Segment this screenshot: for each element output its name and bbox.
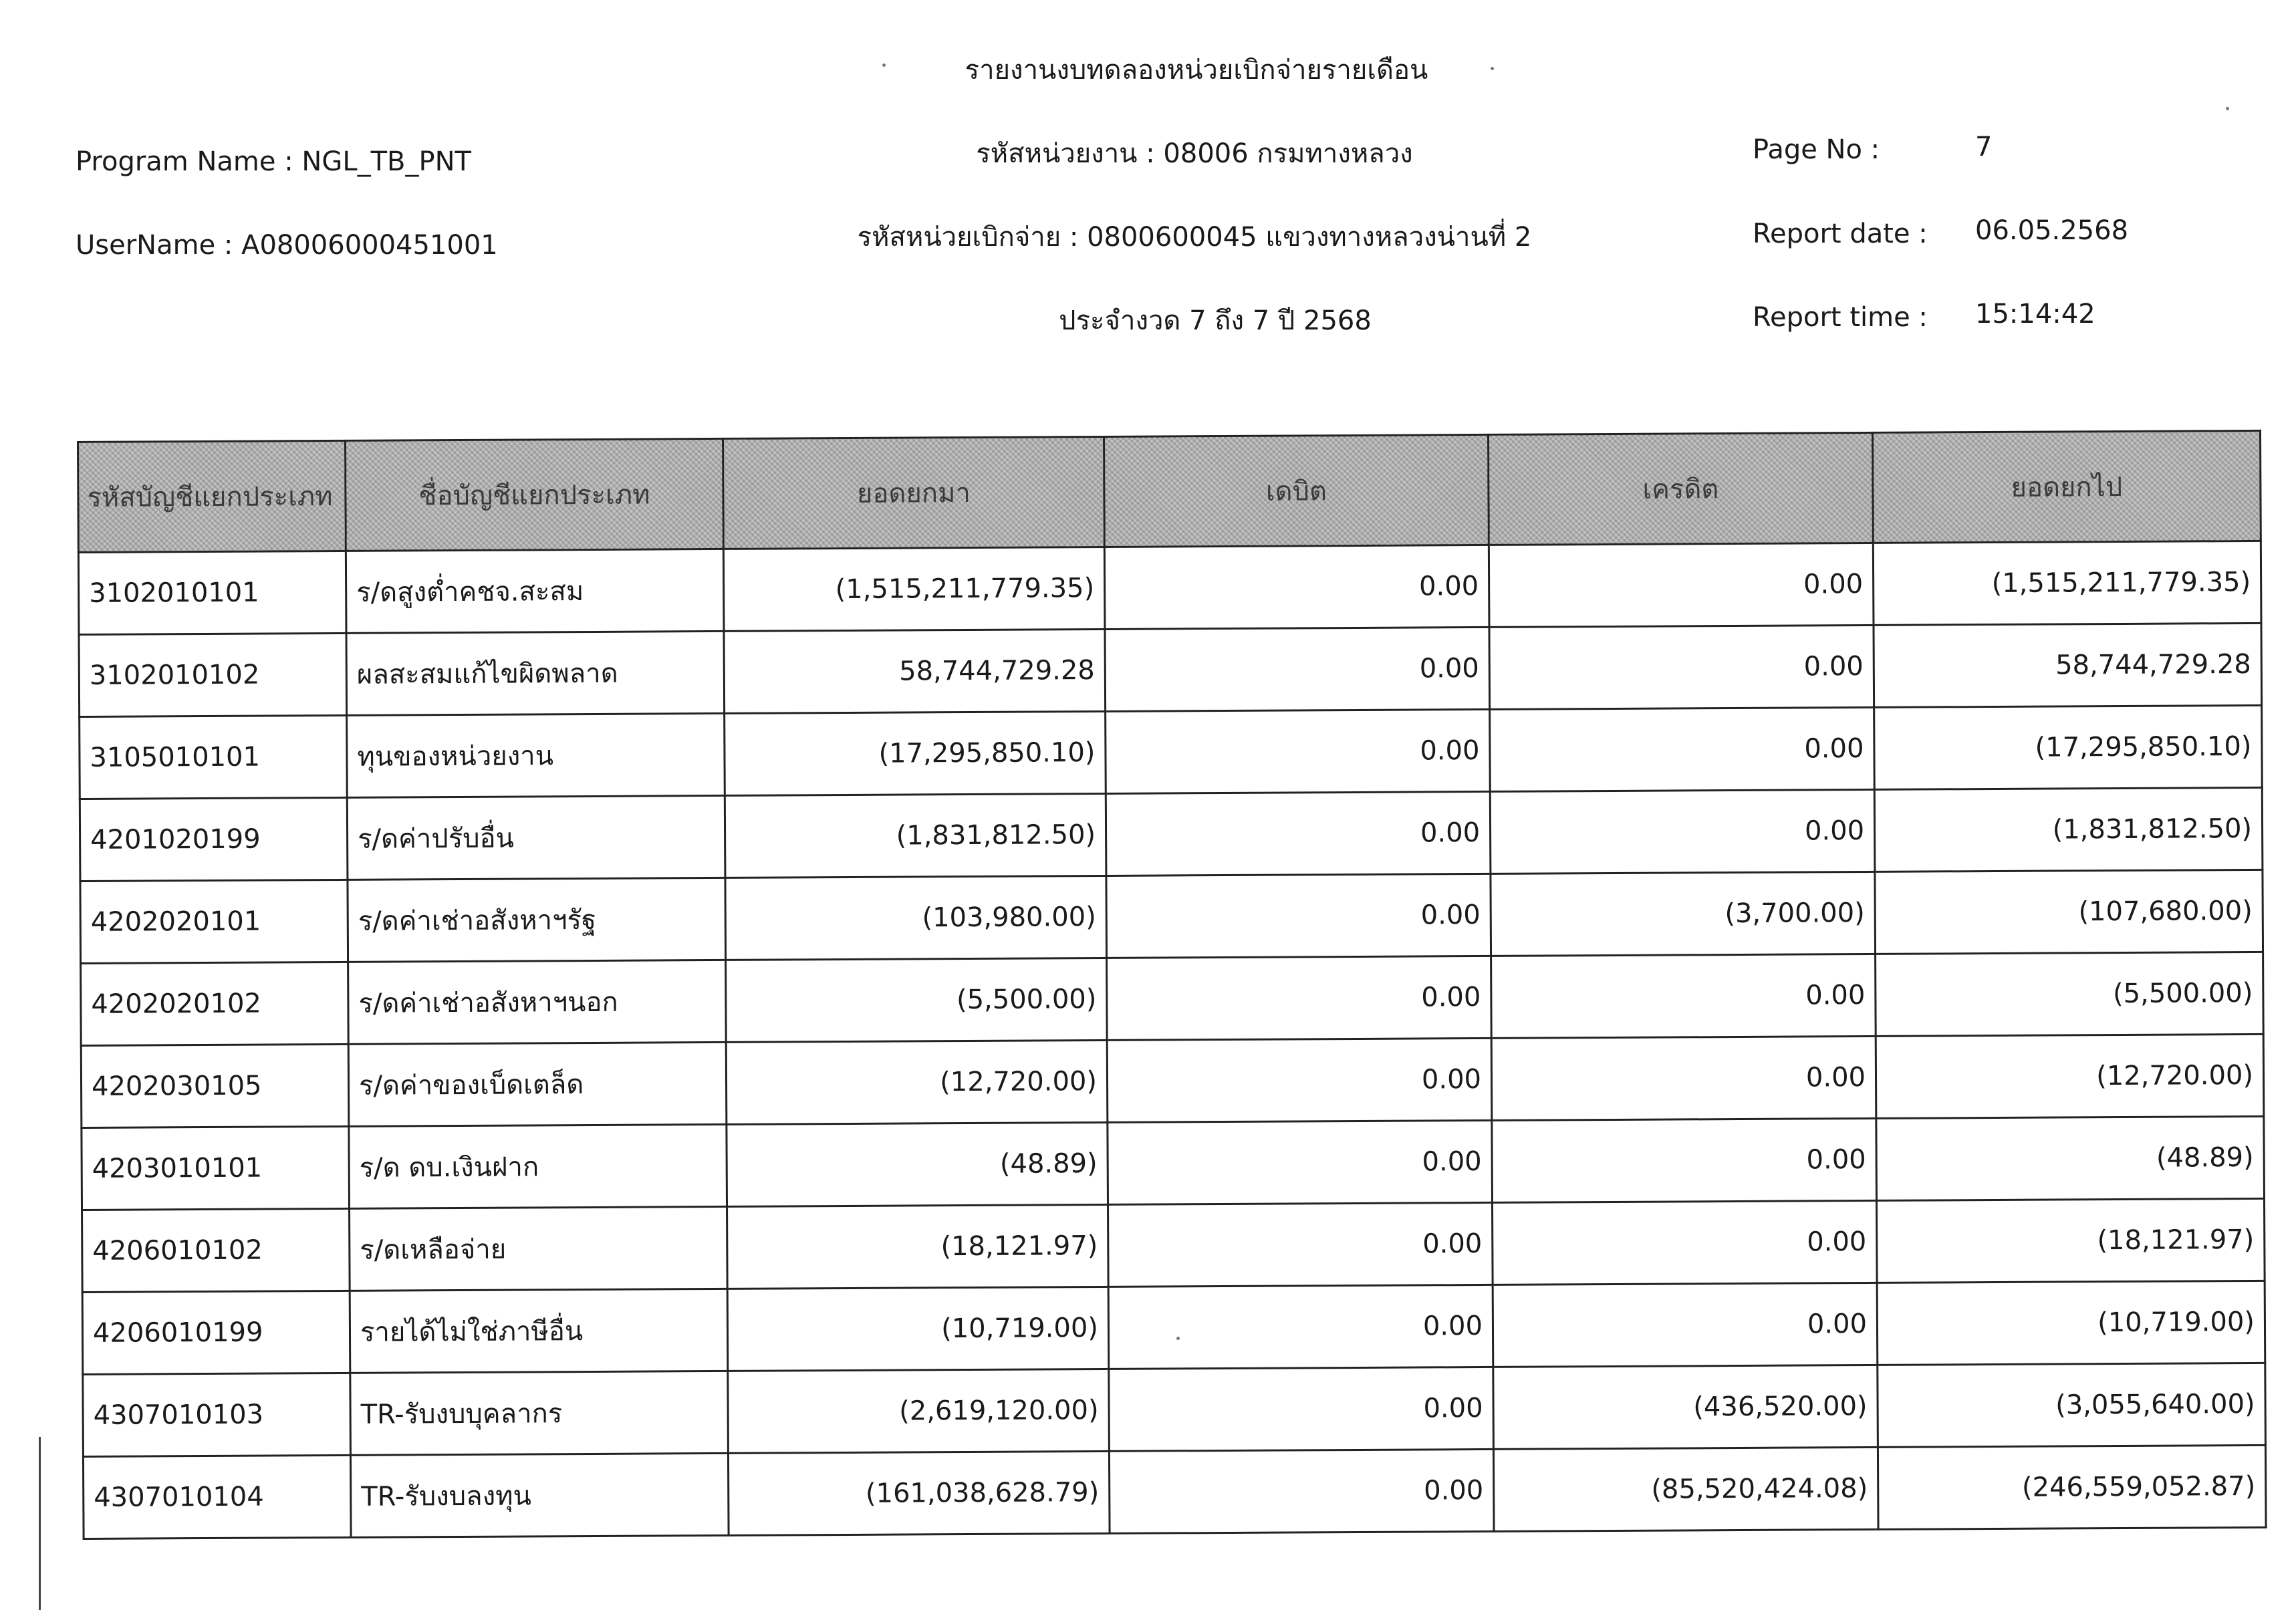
cell-account-code: 4201020199 [80, 797, 348, 881]
table-row [80, 787, 2263, 881]
trial-balance-table [77, 430, 2267, 1540]
cell-account-code: 4202030105 [81, 1044, 349, 1127]
cell-account-code: 4202020101 [80, 880, 348, 963]
col-header-account-code: รหัสบัญชีแยกประเภท [78, 440, 346, 552]
scan-speck [2226, 107, 2229, 110]
cell-balance-forward: (1,831,812.50) [725, 793, 1106, 878]
cell-account-code: 3102010101 [78, 551, 346, 634]
cell-balance-carried: 58,744,729.28 [1874, 623, 2262, 707]
page-no-value: 7 [1975, 132, 1993, 162]
cell-balance-carried: (12,720.00) [1876, 1034, 2264, 1118]
cell-debit: 0.00 [1106, 709, 1491, 793]
scan-speck [1491, 67, 1494, 70]
cell-account-code: 4206010102 [82, 1208, 350, 1292]
cell-balance-forward: (5,500.00) [726, 958, 1108, 1042]
cell-debit: 0.00 [1108, 1285, 1493, 1369]
cell-credit: 0.00 [1490, 707, 1875, 791]
report-date-label: Report date : [1753, 219, 1928, 249]
table-row [79, 623, 2262, 716]
cell-credit: (3,700.00) [1491, 871, 1876, 956]
cell-balance-forward: (161,038,628.79) [728, 1451, 1110, 1535]
table-row [80, 869, 2263, 963]
disbursing-unit-line: รหัสหน่วยเบิกจ่าย : 0800600045 แขวงทางหลวงน่านที่ 2 [857, 222, 1532, 253]
table-row [81, 1034, 2264, 1127]
cell-credit: (436,520.00) [1493, 1365, 1878, 1449]
col-header-account-name: ชื่อบัญชีแยกประเภท [346, 438, 724, 551]
cell-account-name: ร/ดค่าของเบ็ดเตล็ด [348, 1042, 727, 1126]
cell-account-code: 4202020102 [81, 962, 349, 1045]
cell-account-code: 4206010199 [82, 1291, 350, 1374]
cell-debit: 0.00 [1107, 1038, 1492, 1122]
cell-balance-forward: (2,619,120.00) [728, 1369, 1110, 1453]
cell-account-name: ร/ดค่าปรับอื่น [347, 795, 725, 880]
cell-debit: 0.00 [1107, 956, 1492, 1040]
table-row [82, 1116, 2265, 1210]
cell-balance-carried: (48.89) [1876, 1116, 2265, 1200]
cell-debit: 0.00 [1104, 545, 1489, 629]
cell-balance-carried: (10,719.00) [1877, 1281, 2265, 1365]
cell-credit: (85,520,424.08) [1493, 1447, 1878, 1531]
cell-debit: 0.00 [1106, 874, 1491, 958]
report-time-label: Report time : [1753, 302, 1928, 333]
table-row [82, 1198, 2265, 1292]
scan-speck [882, 63, 886, 67]
cell-account-name: ร/ด ดบ.เงินฝาก [349, 1124, 727, 1208]
table-row [82, 1281, 2265, 1374]
cell-account-code: 3102010102 [79, 633, 347, 716]
cell-balance-forward: (17,295,850.10) [725, 711, 1106, 795]
cell-balance-carried: (3,055,640.00) [1878, 1363, 2266, 1447]
cell-balance-forward: (48.89) [727, 1122, 1108, 1206]
cell-debit: 0.00 [1109, 1367, 1494, 1451]
table-row [83, 1363, 2266, 1456]
cell-account-name: รายได้ไม่ใช่ภาษีอื่น [350, 1289, 728, 1373]
cell-balance-carried: (17,295,850.10) [1874, 705, 2263, 789]
cell-balance-carried: (1,515,211,779.35) [1873, 541, 2261, 625]
cell-account-name: ร/ดสูงต่ำคชจ.สะสม [346, 549, 724, 633]
period-line: ประจำงวด 7 ถึง 7 ปี 2568 [1059, 305, 1372, 336]
cell-account-name: ร/ดค่าเช่าอสังหาฯนอก [348, 960, 727, 1044]
cell-credit: 0.00 [1490, 789, 1875, 874]
cell-account-name: TR-รับงบบุคลากร [350, 1371, 729, 1455]
cell-balance-carried: (246,559,052.87) [1878, 1445, 2266, 1529]
cell-debit: 0.00 [1108, 1202, 1493, 1287]
cell-balance-carried: (18,121.97) [1876, 1198, 2265, 1283]
table-row [78, 541, 2261, 634]
cell-balance-carried: (5,500.00) [1876, 952, 2264, 1036]
cell-credit: 0.00 [1493, 1283, 1878, 1367]
cell-credit: 0.00 [1489, 625, 1874, 709]
cell-credit: 0.00 [1489, 543, 1874, 627]
cell-credit: 0.00 [1492, 1200, 1877, 1285]
cell-debit: 0.00 [1106, 791, 1491, 876]
cell-credit: 0.00 [1491, 954, 1876, 1038]
report-title: รายงานงบทดลองหน่วยเบิกจ่ายรายเดือน [965, 55, 1428, 86]
table-row [80, 705, 2263, 799]
cell-account-code: 4203010101 [82, 1126, 350, 1210]
page-no-label: Page No : [1753, 134, 1880, 165]
col-header-balance-forward: ยอดยกมา [723, 436, 1104, 549]
cell-balance-forward: (18,121.97) [727, 1204, 1109, 1289]
cell-account-name: ร/ดเหลือจ่าย [350, 1206, 728, 1291]
cell-debit: 0.00 [1108, 1120, 1493, 1204]
cell-account-name: ร/ดค่าเช่าอสังหาฯรัฐ [348, 878, 726, 962]
user-name: UserName : A08006000451001 [76, 230, 498, 261]
cell-account-name: ทุนของหน่วยงาน [347, 713, 725, 797]
agency-line: รหัสหน่วยงาน : 08006 กรมทางหลวง [976, 138, 1413, 169]
cell-credit: 0.00 [1491, 1036, 1876, 1120]
program-name: Program Name : NGL_TB_PNT [76, 146, 471, 177]
cell-debit: 0.00 [1109, 1449, 1494, 1533]
cell-debit: 0.00 [1105, 627, 1490, 711]
cell-balance-forward: 58,744,729.28 [724, 629, 1106, 713]
cell-account-name: ผลสะสมแก้ไขผิดพลาด [346, 631, 725, 715]
cell-account-code: 4307010103 [83, 1373, 351, 1456]
scan-edge-line [39, 1437, 41, 1610]
cell-credit: 0.00 [1492, 1118, 1877, 1202]
cell-account-name: TR-รับงบลงทุน [350, 1453, 729, 1537]
cell-balance-carried: (1,831,812.50) [1874, 787, 2263, 871]
cell-account-code: 4307010104 [83, 1455, 351, 1538]
cell-balance-forward: (1,515,211,779.35) [723, 547, 1105, 631]
table-header-row [78, 430, 2261, 552]
table-row [83, 1445, 2266, 1538]
cell-balance-forward: (10,719.00) [727, 1287, 1109, 1371]
col-header-credit: เครดิต [1488, 432, 1873, 545]
cell-balance-carried: (107,680.00) [1875, 869, 2263, 954]
cell-balance-forward: (12,720.00) [726, 1040, 1108, 1124]
table-row [81, 952, 2264, 1045]
cell-account-code: 3105010101 [80, 715, 348, 799]
col-header-debit: เดบิต [1104, 434, 1489, 547]
report-time-value: 15:14:42 [1975, 299, 2095, 329]
report-date-value: 06.05.2568 [1975, 215, 2129, 246]
cell-balance-forward: (103,980.00) [725, 876, 1107, 960]
col-header-balance-carried: ยอดยกไป [1872, 430, 2261, 543]
